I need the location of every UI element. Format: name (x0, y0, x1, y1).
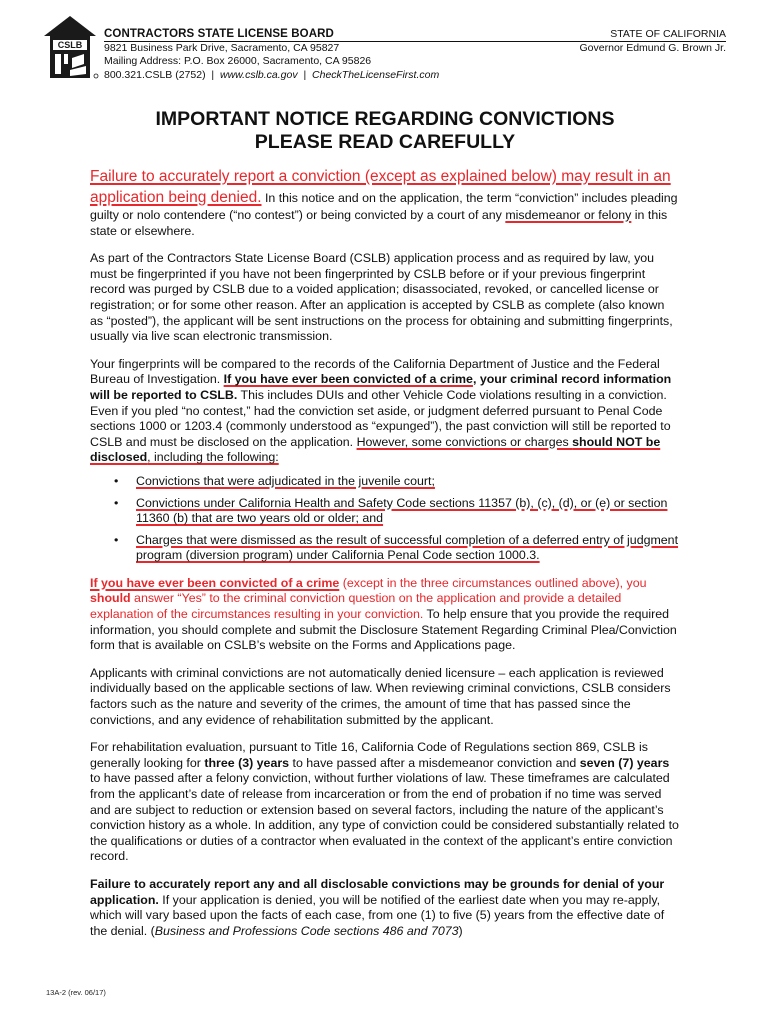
header-right (580, 28, 726, 55)
list-item (90, 474, 680, 490)
intro-text-end: in this state or elsewhere. (90, 208, 668, 238)
title-line-1: IMPORTANT NOTICE REGARDING CONVICTIONS (155, 108, 615, 130)
mailing-address: Mailing Address: P.O. Box 26000, Sacramento, CA 95826 (104, 55, 372, 67)
page-title (0, 108, 770, 154)
disclosure-red-text-2: answer “Yes” to the criminal conviction question on the application and provide a detailed explanation of the circumstances resulting in your conviction. (90, 591, 622, 622)
street-address: 9821 Business Park Drive, Sacramento, CA 95827 (104, 41, 340, 54)
rehabilitation-paragraph (90, 740, 680, 865)
separator: | (205, 68, 220, 81)
state-name: STATE OF CALIFORNIA (610, 28, 726, 40)
denial-text-end: ) (458, 923, 463, 938)
disclosure-should: should (90, 591, 131, 606)
form-number: 13A-2 (rev. 06/17) (46, 988, 106, 997)
records-exception: However, some convictions or charges (356, 434, 573, 449)
exception-list (90, 474, 680, 564)
logo-text: CSLB (57, 40, 83, 50)
governor-name: Governor Edmund G. Brown Jr. (579, 41, 726, 54)
records-detail: This includes DUIs and other Vehicle Code violations resulting in a conviction. Even if you pled “no contest,” had the conviction set aside, or judgment deferred pursuant to Penal Code sections 1000 or 1203.4 (commonly understood as “expunged”), the past conviction will still be reported to CSLB and must be disclosed on the application. (90, 387, 671, 449)
records-text: Your fingerprints will be compared to the records of the California Department of Justice and the Federal Bureau of Investigation. (90, 356, 660, 387)
list-item (90, 533, 680, 564)
check-license-link[interactable]: CheckTheLicenseFirst.com (312, 68, 440, 81)
rehab-text-3: to have passed after a felony conviction, without further violations of law. These timeframes are calculated from the applicant’s date of release from incarceration or from the end of probation if no time was served and are subject to reduction or extension based on several factors, including the nature of the applicant’s conviction history as a whole. In addition, any type of conviction could be considered substantially related to the qualifications or duties of a contractor when evaluated in the context of the applicant’s entire conviction record. (90, 771, 679, 864)
records-exception-end: , including the following: (147, 450, 279, 465)
disclosure-text: To help ensure that you provide the required information, you should complete and submit the Disclosure Statement Regarding Criminal Plea/Conviction form that is available on CSLB’s website on the Forms and Applications page. (90, 607, 677, 653)
list-item-text: Charges that were dismissed as the result of successful completion of a deferred entry of judgment program (diversion program) under California Penal Code section 1000.3. (136, 532, 679, 563)
cslb-logo (40, 14, 100, 80)
intro-warning: Failure to accurately report a conviction (except as explained below) may result in an application being denied. (90, 168, 671, 206)
denial-paragraph (90, 877, 680, 939)
header-left (104, 28, 439, 82)
separator: | (297, 68, 313, 81)
website-link[interactable]: www.cslb.ca.gov (219, 68, 298, 81)
intro-paragraph (90, 166, 680, 239)
rehab-three-years: three (3) years (204, 755, 290, 770)
intro-underlined: misdemeanor or felony (505, 208, 632, 222)
phone-number: 800.321.CSLB (2752) (104, 68, 206, 81)
notice-body (90, 166, 680, 951)
fingerprint-paragraph: As part of the Contractors State License Board (CSLB) application process and as required by law, you must be fingerprinted if you have not been fingerprinted by CSLB before or if your previous fingerprint record was purged by CSLB due to a voided application; disassociated, revoked, or cancelled license or registration; or for some other reason. After an application is accepted by CSLB as complete (also known as “posted”), the applicant will be sent instructions on the process for obtaining and submitting fingerprints, usually via live scan electronic transmission. (90, 251, 673, 344)
bullet-glyph: • (114, 473, 119, 488)
disclosure-emphasis: If you have ever been convicted of a crime (90, 575, 340, 590)
bullet-glyph: • (114, 532, 119, 547)
denial-bold: Failure to accurately report any and all disclosable convictions may be grounds for denial of your application. (90, 876, 665, 907)
rehab-seven-years: seven (7) years (579, 755, 670, 770)
records-paragraph (90, 357, 680, 466)
list-item-text: Convictions under California Health and Safety Code sections 11357 (b), (c), (d), or (e) or section 11360 (b) that are two years old or older; and (136, 495, 668, 526)
agency-name: CONTRACTORS STATE LICENSE BOARD (104, 28, 334, 40)
records-not-disclosed: should NOT be disclosed (90, 434, 661, 465)
rehab-text-2: to have passed after a misdemeanor conviction and (289, 755, 580, 770)
records-bold: , your criminal record information will be reported to CSLB. (90, 372, 672, 402)
intro-text: In this notice and on the application, the term “conviction” includes pleading guilty or nolo contendere (“no contest”) or being convicted by a court of any (90, 191, 678, 222)
contact-line (104, 69, 439, 83)
list-item (90, 496, 680, 527)
title-line-2: PLEASE READ CAREFULLY (254, 131, 516, 153)
disclosure-paragraph (90, 576, 680, 654)
bullet-glyph: • (114, 495, 119, 510)
records-emphasis: If you have ever been convicted of a crime (223, 372, 473, 387)
disclosure-red-text: (except in the three circumstances outlined above), you (339, 575, 647, 590)
review-paragraph: Applicants with criminal convictions are not automatically denied licensure – each application is reviewed individually based on the applicable sections of law. When reviewing criminal convictions, CSLB considers factors such as the nature and severity of the crimes, the amount of time that has passed since the convictions, and any evidence of rehabilitation submitted by the applicant. (90, 665, 671, 727)
denial-text: If your application is denied, you will be notified of the earliest date when you may re-apply, which will vary based upon the facts of each case, from one (1) to five (5) years from the effective date of the denial. ( (90, 892, 665, 938)
list-item-text: Convictions that were adjudicated in the juvenile court; (136, 473, 435, 488)
denial-citation: Business and Professions Code sections 486 and 7073 (154, 923, 459, 938)
rehab-text: For rehabilitation evaluation, pursuant to Title 16, California Code of Regulations section 869, CSLB is generally looking for (90, 740, 648, 770)
